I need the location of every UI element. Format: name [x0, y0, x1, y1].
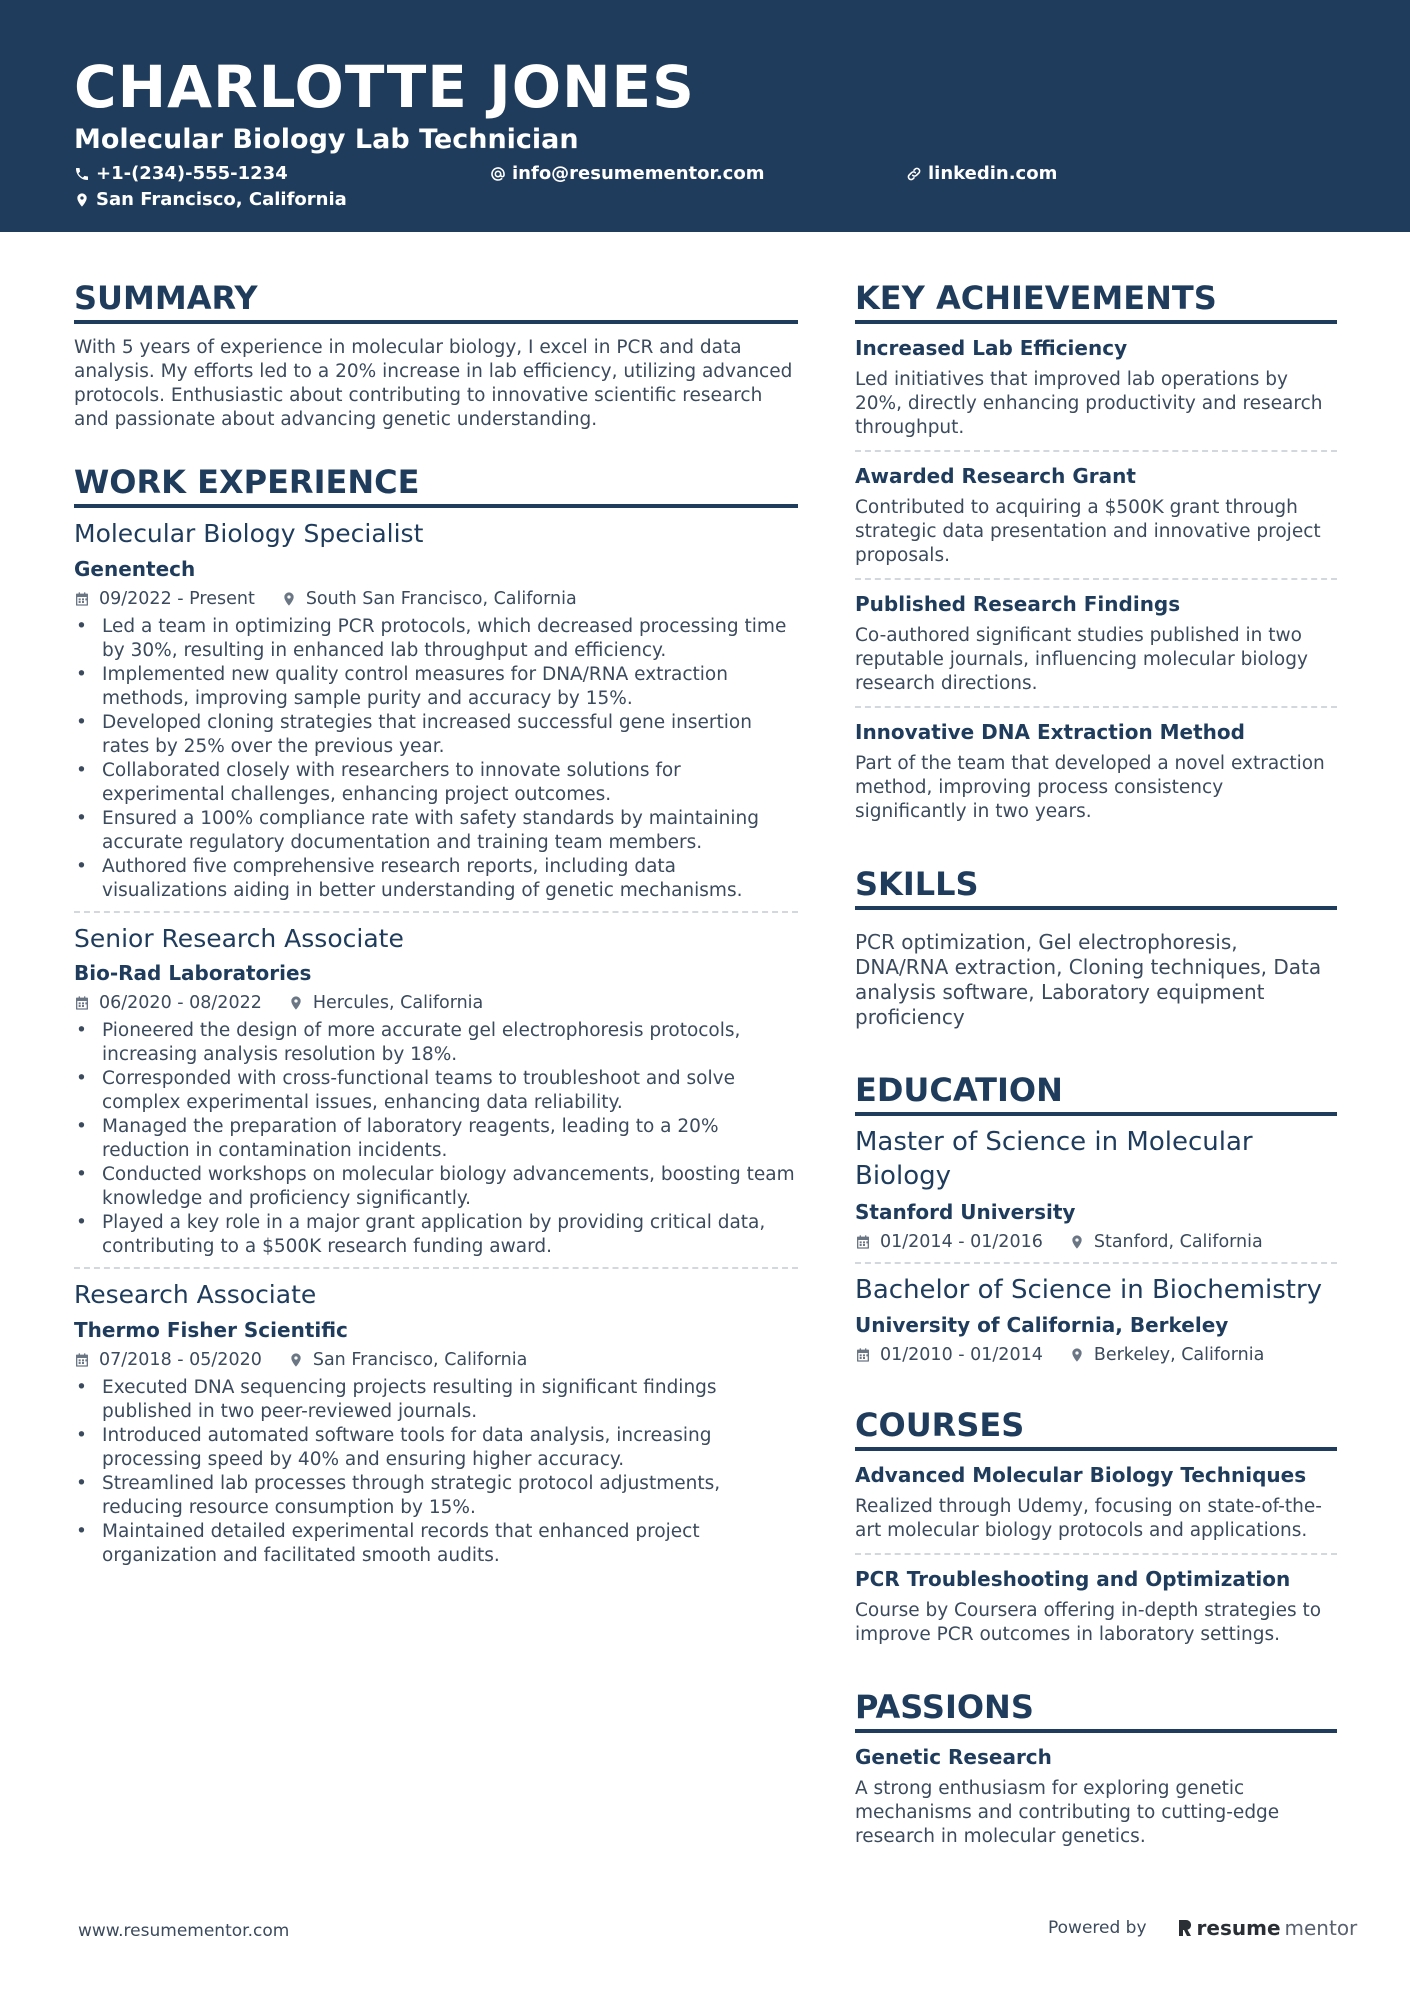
education-list	[855, 1116, 1337, 1375]
map-pin-icon	[281, 591, 297, 607]
location	[281, 589, 577, 609]
location-text: South San Francisco, California	[305, 588, 577, 609]
date-text: 01/2014 - 01/2016	[880, 1231, 1043, 1252]
item-title: Published Research Findings	[855, 592, 1181, 616]
calendar-icon	[74, 1352, 90, 1368]
education-section	[855, 1070, 1337, 1375]
job-title: Senior Research Associate	[74, 923, 404, 953]
job-bullets	[74, 615, 798, 903]
skills-text: PCR optimization, Gel electrophoresis, DNA/RNA extraction, Cloning techniques, Data analysis software, Laboratory equipment proficiency	[855, 930, 1322, 1029]
item-description: A strong enthusiasm for exploring genetic mechanisms and contributing to cutting-edge research in molecular genetics.	[855, 1778, 1280, 1848]
meta-row	[74, 1350, 798, 1370]
email-text: info@resumementor.com	[512, 163, 765, 184]
bullet-item: • Collaborated closely with researchers to innovate solutions for experimental challenges, enhancing project outcomes.	[74, 759, 798, 807]
passions-item	[855, 1733, 1337, 1859]
job-title: Research Associate	[74, 1280, 317, 1309]
date-text: 01/2010 - 01/2014	[880, 1345, 1043, 1366]
bullet-item: • Authored five comprehensive research reports, including data visualizations aiding in better understanding of genetic mechanisms.	[74, 855, 798, 903]
calendar-icon	[74, 995, 90, 1011]
job-bullets	[74, 1019, 798, 1259]
company-name: Bio-Rad Laboratories	[74, 961, 312, 985]
course-list	[855, 1451, 1337, 1657]
skills-section	[855, 864, 1337, 1030]
job-list	[74, 508, 798, 1576]
location-text: Stanford, California	[1093, 1231, 1263, 1252]
left-column	[74, 278, 798, 1606]
school-name: University of California, Berkeley	[855, 1313, 1229, 1338]
brand-mark-icon	[1177, 1918, 1193, 1938]
item-description: Course by Coursera offering in-depth strategies to improve PCR outcomes in laboratory settings.	[855, 1600, 1322, 1646]
map-pin-icon	[1069, 1234, 1085, 1250]
achievement-list	[855, 324, 1337, 834]
location	[288, 993, 483, 1013]
school-name: Stanford University	[855, 1199, 1076, 1224]
resume-header	[0, 0, 1410, 232]
job-entry	[74, 508, 798, 913]
powered-by-label: Powered by	[1048, 1918, 1147, 1938]
achievements-item	[855, 708, 1337, 834]
linkedin-text: linkedin.com	[928, 163, 1058, 184]
passion-list	[855, 1733, 1337, 1859]
link-icon	[906, 166, 922, 182]
item-description: Contributed to acquiring a $500K grant through strategic data presentation and innovative project proposals.	[855, 497, 1321, 566]
bullet-item: • Conducted workshops on molecular biology advancements, boosting team knowledge and proficiency significantly.	[74, 1163, 798, 1211]
footer-website[interactable]: www.resumementor.com	[78, 1921, 290, 1941]
degree-title: Bachelor of Science in Biochemistry	[855, 1274, 1323, 1305]
item-title: Advanced Molecular Biology Techniques	[855, 1463, 1307, 1488]
item-title: Genetic Research	[855, 1745, 1052, 1770]
location	[1069, 1232, 1263, 1252]
education-entry	[855, 1116, 1337, 1264]
passions-heading: PASSIONS	[855, 1687, 1337, 1733]
contact-phone[interactable]	[74, 165, 288, 183]
bullet-item: • Pioneered the design of more accurate gel electrophoresis protocols, increasing analysis resolution by 18%.	[74, 1019, 798, 1067]
brand-bold: resume	[1196, 1916, 1281, 1940]
bullet-item: • Played a key role in a major grant application by providing critical data, contributing to a $500K research funding award.	[74, 1211, 798, 1259]
skills-heading: SKILLS	[855, 864, 1337, 910]
achievements-item	[855, 324, 1337, 452]
passions-section	[855, 1687, 1337, 1859]
job-entry	[74, 1269, 798, 1576]
location-text: Berkeley, California	[1093, 1345, 1265, 1366]
calendar-icon	[855, 1234, 871, 1250]
education-entry	[855, 1264, 1337, 1376]
date-range	[74, 1350, 262, 1370]
item-description: Realized through Udemy, focusing on state-of-the-art molecular biology protocols and applications.	[855, 1496, 1322, 1542]
courses-item	[855, 1555, 1337, 1657]
bullet-item: • Maintained detailed experimental records that enhanced project organization and facilitated smooth audits.	[74, 1520, 798, 1568]
job-title: Molecular Biology Specialist	[74, 519, 424, 548]
contact-linkedin[interactable]	[906, 165, 1057, 183]
job-entry	[74, 913, 798, 1270]
item-description: Led initiatives that improved lab operations by 20%, directly enhancing productivity and research throughput.	[855, 369, 1323, 438]
item-description: Part of the team that developed a novel extraction method, improving process consistency significantly in two years.	[855, 753, 1325, 822]
calendar-icon	[74, 591, 90, 607]
courses-heading: COURSES	[855, 1405, 1337, 1451]
bullet-item: • Executed DNA sequencing projects resulting in significant findings published in two peer-reviewed journals.	[74, 1376, 798, 1424]
date-range	[74, 589, 255, 609]
date-range	[855, 1345, 1043, 1365]
bullet-item: • Implemented new quality control measures for DNA/RNA extraction methods, improving sample purity and accuracy by 15%.	[74, 663, 798, 711]
meta-row	[74, 589, 798, 609]
courses-section	[855, 1405, 1337, 1657]
achievements-item	[855, 452, 1337, 580]
item-title: Increased Lab Efficiency	[855, 336, 1128, 360]
calendar-icon	[855, 1347, 871, 1363]
map-pin-icon	[74, 192, 90, 208]
footer-powered	[1048, 1916, 1357, 1940]
brand-logo[interactable]	[1177, 1916, 1358, 1940]
date-text: 09/2022 - Present	[99, 588, 255, 609]
experience-heading: WORK EXPERIENCE	[74, 462, 798, 508]
map-pin-icon	[1069, 1347, 1085, 1363]
summary-heading: SUMMARY	[74, 278, 798, 324]
date-text: 07/2018 - 05/2020	[99, 1349, 262, 1370]
meta-row	[855, 1232, 1337, 1252]
candidate-role: Molecular Biology Lab Technician	[74, 124, 579, 155]
location-text: San Francisco, California	[312, 1349, 528, 1370]
achievements-section	[855, 278, 1337, 834]
bullet-item: • Ensured a 100% compliance rate with safety standards by maintaining accurate regulatory documentation and training team members.	[74, 807, 798, 855]
achievements-heading: KEY ACHIEVEMENTS	[855, 278, 1337, 324]
company-name: Genentech	[74, 556, 196, 581]
bullet-item: • Led a team in optimizing PCR protocols, which decreased processing time by 30%, resulting in enhanced lab throughput and efficiency.	[74, 615, 798, 663]
item-description: Co-authored significant studies published in two reputable journals, influencing molecular biology research directions.	[855, 625, 1308, 694]
item-title: Awarded Research Grant	[855, 464, 1136, 488]
map-pin-icon	[288, 1352, 304, 1368]
experience-section	[74, 462, 798, 1576]
date-range	[855, 1232, 1043, 1252]
summary-text: With 5 years of experience in molecular biology, I excel in PCR and data analysis. My efforts led to a 20% increase in lab efficiency, utilizing advanced protocols. Enthusiastic about contributing to innovative scientific research and passionate about advancing genetic understanding.	[74, 337, 793, 430]
at-icon	[490, 166, 506, 182]
meta-row	[74, 993, 798, 1013]
phone-text: +1-(234)-555-1234	[96, 163, 288, 184]
location	[288, 1350, 527, 1370]
brand-light: mentor	[1284, 1916, 1358, 1940]
bullet-item: • Introduced automated software tools for data analysis, increasing processing speed by 40% and ensuring higher accuracy.	[74, 1424, 798, 1472]
meta-row	[855, 1345, 1337, 1365]
contact-email[interactable]	[490, 165, 764, 183]
job-bullets	[74, 1376, 798, 1568]
summary-section	[74, 278, 798, 432]
candidate-name: CHARLOTTE JONES	[74, 53, 695, 121]
date-range	[74, 993, 262, 1013]
location-text: Hercules, California	[312, 993, 484, 1013]
courses-item	[855, 1451, 1337, 1555]
contact-location	[74, 191, 347, 209]
bullet-item: • Corresponded with cross-functional teams to troubleshoot and solve complex experimental issues, enhancing data reliability.	[74, 1067, 798, 1115]
bullet-item: • Managed the preparation of laboratory reagents, leading to a 20% reduction in contamination incidents.	[74, 1115, 798, 1163]
phone-icon	[74, 166, 90, 182]
item-title: PCR Troubleshooting and Optimization	[855, 1567, 1291, 1592]
company-name: Thermo Fisher Scientific	[74, 1317, 348, 1342]
bullet-item: • Streamlined lab processes through strategic protocol adjustments, reducing resource consumption by 15%.	[74, 1472, 798, 1520]
bullet-item: • Developed cloning strategies that increased successful gene insertion rates by 25% over the previous year.	[74, 711, 798, 759]
degree-title: Master of Science in Molecular Biology	[855, 1127, 1253, 1191]
location-text: San Francisco, California	[96, 189, 347, 210]
achievements-item	[855, 580, 1337, 708]
map-pin-icon	[288, 995, 304, 1011]
right-column	[855, 278, 1337, 1889]
location	[1069, 1345, 1264, 1365]
education-heading: EDUCATION	[855, 1070, 1337, 1116]
date-text: 06/2020 - 08/2022	[99, 993, 262, 1013]
item-title: Innovative DNA Extraction Method	[855, 720, 1245, 744]
